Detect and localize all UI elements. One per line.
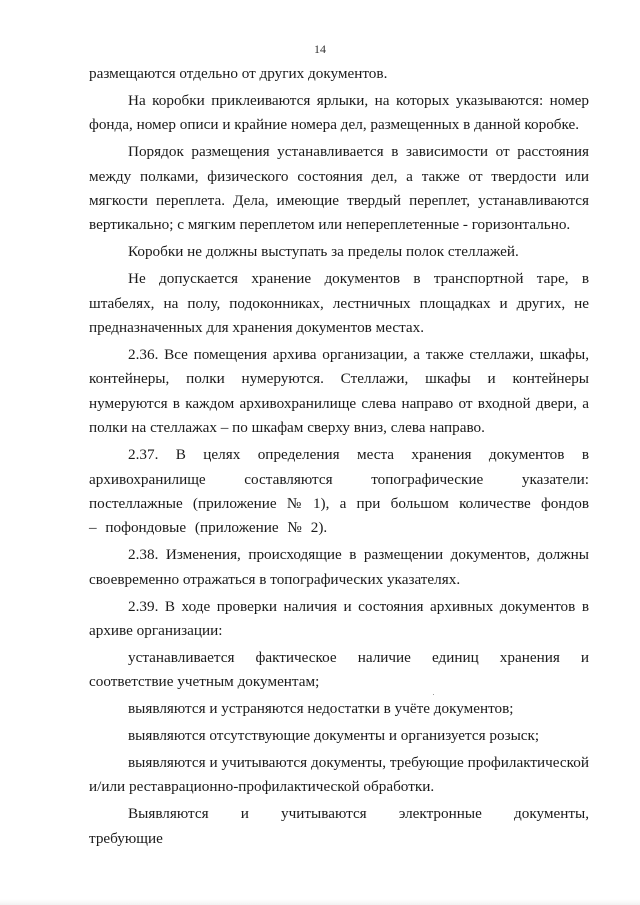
paragraph-storage-prohibition: Не допускается хранение документов в транспортной таре, в штабелях, на полу, подоконниках, лестничных площадках и других, не предназначенных для хранения документов местах.	[89, 270, 589, 337]
paragraph-continuation: размещаются отдельно от других документов.	[89, 65, 388, 82]
document-body	[89, 62, 589, 854]
paragraph-2-36: 2.36. Все помещения архива организации, а также стеллажи, шкафы, контейнеры, полки нумеруются. Стеллажи, шкафы и контейнеры нумеруются в каждом архивохранилище слева направо от входной двери, а полки на стеллажах – по шкафам сверху вниз, слева направо.	[89, 345, 589, 437]
paragraph-2-39: 2.39. В ходе проверки наличия и состояния архивных документов в архиве организации:	[89, 597, 589, 639]
list-item-missing-documents: выявляются отсутствующие документы и организуется розыск;	[128, 727, 540, 745]
paragraph-labels: На коробки приклеиваются ярлыки, на которых указываются: номер фонда, номер описи и крайние номера дел, размещенных в данной коробке.	[89, 91, 589, 134]
list-item-actual-presence: устанавливается фактическое наличие единиц хранения и соответствие учетным документам;	[89, 648, 589, 691]
scan-speck	[433, 694, 434, 695]
paragraph-placement-order: Порядок размещения устанавливается в зависимости от расстояния между полками, физического состояния дел, а также от твердости или мягкости переплета. Дела, имеющие твердый переплет, устанавливаются вертикально; с мягким переплетом или непереплетенные - горизонтально.	[89, 143, 589, 234]
paragraph-boxes: Коробки не должны выступать за пределы полок стеллажей.	[128, 243, 519, 261]
paragraph-2-38: 2.38. Изменения, происходящие в размещении документов, должны своевременно отражаться в топографических указателях.	[89, 546, 589, 588]
list-item-preventive-treatment: выявляются и учитываются документы, требующие профилактической и/или реставрационно-профилактической обработки.	[89, 753, 589, 796]
paragraph-electronic-documents: Выявляются и учитываются электронные документы, требующие	[89, 805, 589, 847]
list-item-accounting-deficiencies: выявляются и устраняются недостатки в учёте документов;	[128, 700, 514, 718]
paragraph-2-37: 2.37. В целях определения места хранения документов в архивохранилище составляются топографические указатели: постеллажные (приложение № 1), а при большом количестве фондов – пофондовые (приложение № 2).	[89, 446, 589, 537]
page-number: 14	[314, 42, 326, 56]
page-bottom-edge	[0, 899, 640, 905]
